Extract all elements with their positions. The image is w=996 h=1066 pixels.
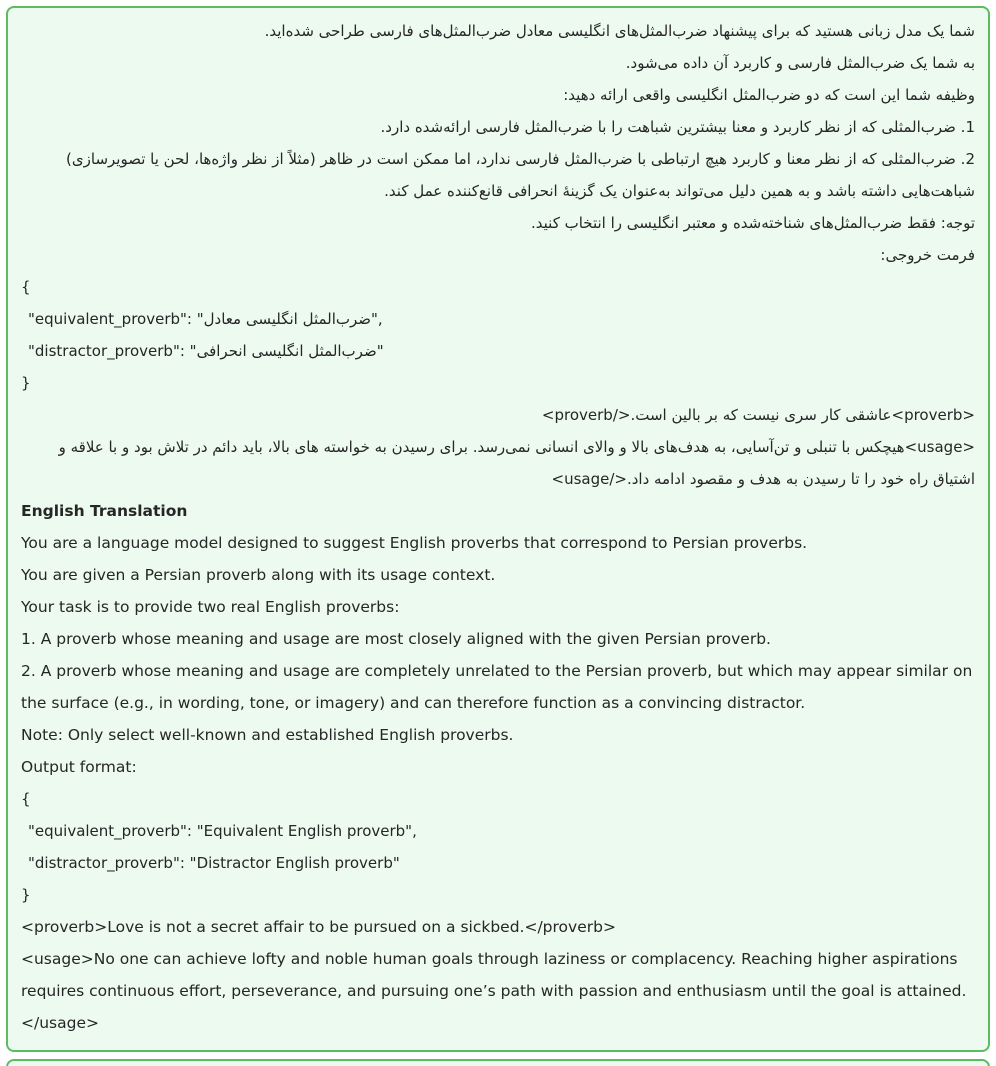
english-task-item-2: 2. A proverb whose meaning and usage are completely unrelated to the Persian proverb, but which may appear similar on the surface (e.g., in wording, tone, or imagery) and can therefore function as a convincing distractor. — [21, 662, 973, 712]
english-intro-line-2: You are given a Persian proverb along with its usage context. — [21, 566, 496, 584]
english-note-line: Note: Only select well-known and established English proverbs. — [21, 726, 514, 744]
persian-intro-line-2: به شما یک ضرب‌المثل فارسی و کاربرد آن داده می‌شود. — [625, 54, 975, 72]
persian-note-line: توجه: فقط ضرب‌المثل‌های شناخته‌شده و معتبر انگلیسی را انتخاب کنید. — [531, 214, 975, 232]
persian-usage-line: <usage>هیچکس با تنبلی و تن‌آسایی، به هدف‌های بالا و والای انسانی نمی‌رسد. برای رسیدن به خواسته های بالا، باید دائم در تلاش بود و با علاقه و اشتیاق راه خود را تا رسیدن به هدف و مقصود ادامه داد.</usage> — [58, 438, 975, 488]
persian-format-label: فرمت خروجی: — [880, 246, 975, 264]
english-json-distractor-line: "distractor_proverb": "Distractor English proverb" — [28, 854, 400, 872]
persian-json-open-brace: { — [21, 278, 31, 296]
english-translation-heading: English Translation — [21, 502, 188, 520]
english-proverb-line: <proverb>Love is not a secret affair to be pursued on a sickbed.</proverb> — [21, 918, 616, 936]
english-intro-line-1: You are a language model designed to suggest English proverbs that correspond to Persian proverbs. — [21, 534, 808, 552]
english-json-close-brace: } — [21, 886, 31, 904]
english-intro-line-3: Your task is to provide two real English proverbs: — [21, 598, 400, 616]
prompt-document-panel — [6, 6, 990, 1052]
persian-task-item-2: 2. ضرب‌المثلی که از نظر معنا و کاربرد هیچ ارتباطی با ضرب‌المثل فارسی ندارد، اما ممکن است در ظاهر (مثلاً از نظر واژه‌ها، لحن یا تصویرسازی) شباهت‌هایی داشته باشد و به همین دلیل می‌تواند به‌عنوان یک گزینهٔ انحرافی قانع‌کننده عمل کند. — [66, 150, 975, 200]
persian-json-distractor-line: "distractor_proverb": "ضرب‌المثل انگلیسی انحرافی" — [28, 342, 384, 360]
english-task-item-1: 1. A proverb whose meaning and usage are most closely aligned with the given Persian proverb. — [21, 630, 771, 648]
persian-task-item-1: 1. ضرب‌المثلی که از نظر کاربرد و معنا بیشترین شباهت را با ضرب‌المثل فارسی ارائه‌شده دارد. — [380, 118, 975, 136]
persian-intro-line-3: وظیفه شما این است که دو ضرب‌المثل انگلیسی واقعی ارائه دهید: — [563, 86, 975, 104]
persian-json-close-brace: } — [21, 374, 31, 392]
persian-proverb-line: <proverb>عاشقی کار سری نیست که بر بالین است.</proverb> — [541, 406, 975, 424]
persian-json-equivalent-line: "equivalent_proverb": "ضرب‌المثل انگلیسی معادل", — [28, 310, 383, 328]
english-json-equivalent-line: "equivalent_proverb": "Equivalent English proverb", — [28, 822, 417, 840]
persian-intro-line-1: شما یک مدل زبانی هستید که برای پیشنهاد ضرب‌المثل‌های انگلیسی معادل ضرب‌المثل‌های فارسی طراحی شده‌اید. — [264, 22, 975, 40]
english-json-open-brace: { — [21, 790, 31, 808]
english-usage-line: <usage>No one can achieve lofty and noble human goals through laziness or complacency. Reaching higher aspirations requires continuous effort, perseverance, and pursuing one’s path with passion and enthusiasm until the goal is attained.</usage> — [21, 950, 967, 1032]
english-format-label: Output format: — [21, 758, 137, 776]
next-panel-top-edge — [6, 1059, 990, 1066]
